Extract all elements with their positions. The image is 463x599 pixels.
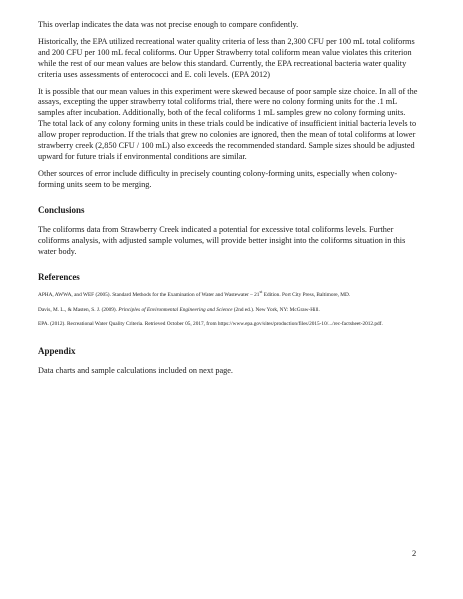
overlap-paragraph: This overlap indicates the data was not precise enough to compare confidently. bbox=[38, 20, 299, 29]
appendix-heading: Appendix bbox=[38, 346, 76, 357]
historical-criteria-paragraph: Historically, the EPA utilized recreational water quality criteria of less than 2,300 CFU per 100 mL total coliforms and 200 CFU per 100 mL fecal coliforms. Our Upper Strawberry total coliform mean value violates this criterion while the rest of our mean values are below this standard. Currently, the EPA recreational bacteria water quality criteria uses assessments of enterococci and E. coli levels. (EPA 2012) bbox=[38, 36, 415, 79]
reference-apha-superscript: st bbox=[259, 289, 263, 295]
page-number: 2 bbox=[412, 548, 417, 558]
reference-epa: EPA. (2012). Recreational Water Quality Criteria. Retrieved October 05, 2017, from https://www.epa.gov/sites/production/files/2015-10/.../rec-factsheet-2012.pdf. bbox=[38, 320, 383, 327]
reference-davis-title: Principles of Environmental Engineering and Science bbox=[118, 306, 233, 313]
conclusions-paragraph: The coliforms data from Strawberry Creek indicated a potential for excessive total coliforms levels. Further coliforms analysis, with adjusted sample volumes, will provide better insight into the coliforms situation in this water body. bbox=[38, 224, 406, 256]
reference-apha-text: APHA, AWWA, and WEF (2005). Standard Methods for the Examination of Water and Wastewater – 21 bbox=[38, 292, 260, 299]
references-heading: References bbox=[38, 272, 80, 283]
conclusions-heading: Conclusions bbox=[38, 204, 85, 215]
reference-davis-authors: Davis, M. L., & Masten, S. J. (2009). bbox=[38, 306, 119, 313]
other-errors-paragraph: Other sources of error include difficulty in precisely counting colony-forming units, especially when colony-forming units seem to be merging. bbox=[38, 168, 398, 189]
appendix-paragraph: Data charts and sample calculations included on next page. bbox=[38, 366, 233, 376]
reference-apha-edition: Edition. Port City Press, Baltimore, MD. bbox=[262, 292, 351, 299]
reference-davis bbox=[38, 307, 418, 314]
page-content bbox=[38, 20, 418, 377]
reference-apha bbox=[38, 288, 418, 299]
reference-davis-publisher: (2nd ed.). New York, NY: McGraw-Hill. bbox=[232, 306, 320, 313]
skewed-values-paragraph: It is possible that our mean values in this experiment were skewed because of poor sample size choice. In all of the assays, excepting the upper strawberry total coliforms trial, there were no colony forming units for the .1 mL samples after incubation. Additionally, both of the fecal coliforms 1 mL samples grew no colony forming units. The total lack of any colony forming units in these trials could be indicative of insufficient initial bacteria levels to allow proper reproduction. If the trials that grew no colonies are ignored, then the mean of total coliforms at lower strawberry creek (2,850 CFU / 100 mL) also exceeds the recommended standard. Sample sizes should be adjusted upward for future trials if environmental conditions are similar. bbox=[38, 86, 418, 161]
